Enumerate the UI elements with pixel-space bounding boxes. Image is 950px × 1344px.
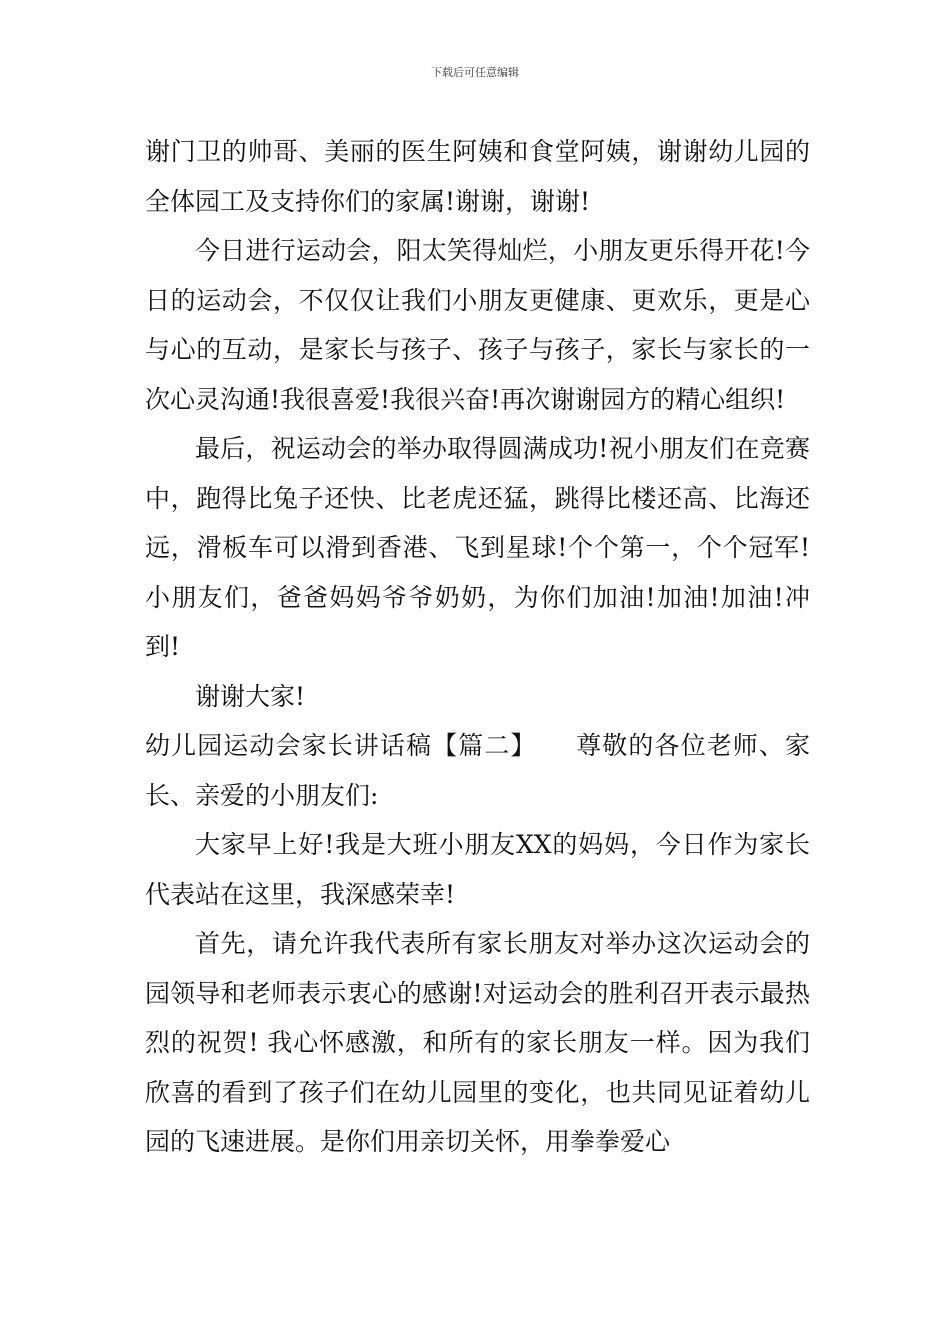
- page-header: 下载后可任意编辑: [431, 66, 519, 79]
- paragraph-3: 最后，祝运动会的举办取得圆满成功!祝小朋友们在竞赛中，跑得比兔子还快、比老虎还猛，跳得比楼还高、比海还远，滑板车可以滑到香港、飞到星球!个个第一，个个冠军! 小朋友们，爸爸妈妈爷爷奶奶，为你们加油!加油!加油!冲到!: [145, 434, 810, 661]
- section-heading-paragraph: 幼儿园运动会家长讲话稿【篇二】 尊敬的各位老师、家长、亲爱的小朋友们:: [145, 731, 810, 810]
- paragraph-4: 谢谢大家!: [195, 681, 306, 711]
- document-body: [145, 127, 810, 1167]
- paragraph-7: 首先，请允许我代表所有家长朋友对举办这次运动会的园领导和老师表示衷心的感谢!对运动会的胜利召开表示最热烈的祝贺! 我心怀感激，和所有的家长朋友一样。因为我们欣喜的看到了孩子们在幼儿园里的变化，也共同见证着幼儿园的飞速进展。是你们用亲切关怀，用拳拳爱心: [145, 929, 810, 1156]
- paragraph-1: 谢门卫的帅哥、美丽的医生阿姨和食堂阿姨，谢谢幼儿园的全体园工及支持你们的家属!谢谢，谢谢!: [145, 137, 810, 216]
- paragraph-2: 今日进行运动会，阳太笑得灿烂，小朋友更乐得开花!今日的运动会，不仅仅让我们小朋友更健康、更欢乐，更是心与心的互动，是家长与孩子、孩子与孩子，家长与家长的一次心灵沟通!我很喜爱!我很兴奋!再次谢谢园方的精心组织!: [145, 236, 810, 414]
- paragraph-6: 大家早上好!我是大班小朋友XX的妈妈，今日作为家长代表站在这里，我深感荣幸!: [145, 830, 810, 909]
